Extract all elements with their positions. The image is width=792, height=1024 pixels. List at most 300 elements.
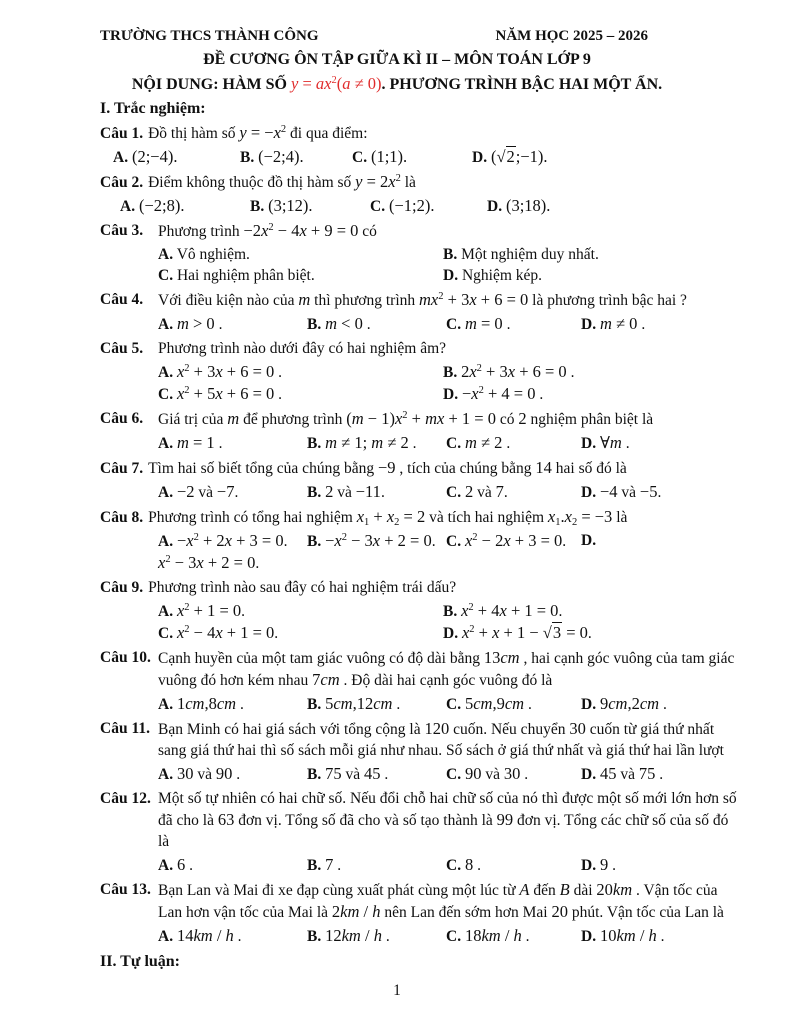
text-run: .: [362, 316, 371, 333]
option-B: [307, 313, 446, 335]
options-row: [158, 244, 742, 286]
option-D-content: [158, 552, 742, 574]
math-expression: (2;−4).: [131, 147, 178, 166]
text-run: thì phương trình: [310, 292, 420, 309]
text-run: và: [341, 766, 364, 783]
sqrt-radical: √3: [542, 623, 562, 642]
question-3: [100, 220, 742, 286]
options-row: [158, 481, 742, 503]
options-row: [113, 146, 742, 168]
math-expression: 8: [464, 855, 474, 874]
text-run: . Vận tốc của Lan hơn vận tốc của Mai là: [158, 882, 718, 921]
option-label: C.: [352, 149, 368, 166]
math-expression: −4: [599, 482, 618, 501]
option-label: A.: [158, 435, 174, 452]
option-label: B.: [443, 603, 458, 620]
text-run: cuốn. Nếu chuyển: [449, 721, 570, 738]
text-run: .: [380, 766, 389, 783]
option-A: [158, 432, 307, 454]
text-run: .: [502, 316, 511, 333]
option-label: A.: [158, 696, 174, 713]
text-run: .: [274, 625, 279, 642]
options-row: [158, 313, 742, 335]
text-run: có: [495, 411, 519, 428]
question-5: [100, 338, 742, 405]
option-D: [443, 622, 742, 644]
question-text: [100, 577, 742, 598]
math-expression: $(m - 1)x^2$ + mx + 1 = 0: [346, 409, 496, 428]
text-run: đi qua điểm:: [286, 125, 368, 142]
options-row: [120, 195, 742, 217]
math-expression: 13cm: [483, 648, 520, 667]
option-label: C.: [370, 198, 386, 215]
text-run: .: [562, 533, 567, 550]
text-run: .: [283, 533, 288, 550]
option-A: [158, 854, 307, 876]
math-expression: m ≠ 2: [464, 433, 503, 452]
question-label: Câu 5.: [100, 340, 144, 357]
math-expression: 7: [495, 482, 504, 501]
math-expression: 7: [325, 855, 334, 874]
option-D: [581, 854, 742, 876]
question-label: Câu 4.: [100, 291, 144, 308]
options-row: [158, 693, 742, 715]
text-run: là: [612, 509, 628, 526]
math-expression: 6: [176, 855, 186, 874]
math-expression: m ≠ 1; m ≠ 2: [325, 433, 409, 452]
text-run: , hai cạnh góc vuông của tam giác vuông đó hơn kém nhau: [158, 650, 735, 689]
question-text: [100, 171, 742, 193]
math-expression: (3;18).: [505, 196, 551, 215]
text-run: .: [408, 435, 417, 452]
math-expression: −2: [176, 482, 195, 501]
math-expression: 63: [217, 810, 235, 829]
text-run: .: [558, 603, 563, 620]
text-run: .: [380, 484, 385, 501]
math-expression: $-2x^2 - 4x + 9 = 0$: [243, 221, 359, 240]
math-expression: 99: [496, 810, 514, 829]
option-D: [581, 693, 742, 715]
math-expression: 2: [325, 482, 334, 501]
text-run: đơn vị. Tổng các chữ số của số đó là: [158, 812, 729, 850]
math-expression: 2: [464, 482, 474, 501]
question-label: Câu 9.: [100, 579, 144, 596]
text-run: Bạn Minh có hai giá sách với tổng cộng là: [158, 721, 425, 738]
math-expression: m = 1: [176, 433, 215, 452]
option-label: B.: [307, 533, 322, 550]
option-C: [446, 763, 581, 785]
text-run: .: [236, 696, 244, 713]
option-D: [581, 530, 742, 552]
option-D: [487, 195, 742, 217]
text-run: .: [274, 386, 283, 403]
option-label: D.: [443, 625, 459, 642]
text-run: .: [587, 625, 592, 642]
math-expression: (−2;8).: [138, 196, 185, 215]
text-run: Phương trình: [158, 223, 244, 240]
text-run: .: [214, 435, 223, 452]
text-run: .: [333, 857, 342, 874]
option-label: B.: [240, 149, 255, 166]
question-text: [100, 220, 742, 242]
section-heading-multiple-choice: I. Trắc nghiệm:: [100, 100, 206, 117]
question-label: Câu 12.: [100, 790, 151, 807]
option-label: A.: [113, 149, 129, 166]
text-run: Một số tự nhiên có hai chữ số. Nếu đổi chỗ hai chữ số của nó thì được một số mới lớn hơn số đã cho là: [158, 790, 737, 829]
document-subtitle: [52, 73, 742, 95]
question-text: [100, 408, 742, 430]
math-expression: 9cm,2cm: [599, 694, 660, 713]
text-run: .: [502, 435, 511, 452]
option-label: D.: [581, 857, 597, 874]
text-run: nên Lan đến sớm hơn Mai: [380, 904, 552, 921]
text-run: .: [234, 484, 239, 501]
options-row: [158, 361, 742, 405]
math-expression: 7cm: [312, 670, 340, 689]
option-label: D.: [581, 766, 597, 783]
text-run: và: [473, 484, 496, 501]
text-run: Phương trình nào sau đây có hai nghiệm trái dấu?: [148, 579, 457, 596]
option-A: [158, 361, 443, 383]
question-text: [100, 289, 742, 311]
math-expression: m ≠ 0: [599, 314, 638, 333]
text-run: và: [617, 484, 640, 501]
option-D: [581, 481, 742, 503]
math-expression: $x^2 + 1 = 0$: [176, 601, 242, 620]
math-expression: $-x^2 + 2x + 3 = 0$: [176, 531, 284, 550]
text-run: và: [193, 766, 216, 783]
math-expression: m > 0: [176, 314, 215, 333]
option-label: B.: [443, 246, 458, 263]
option-label: A.: [158, 857, 174, 874]
math-expression: m: [298, 290, 311, 309]
math-expression: 14: [535, 458, 552, 477]
math-expression: $mx^2 + 3x + 6 = 0$: [419, 290, 529, 309]
math-expression: $x^2 + x + 1 - √3 = 0$: [461, 623, 588, 642]
option-B: [307, 925, 446, 947]
option-B: [443, 361, 742, 383]
option-label: A.: [158, 484, 174, 501]
option-label: C.: [446, 316, 462, 333]
option-label: A.: [158, 316, 174, 333]
option-label: A.: [158, 766, 174, 783]
option-D: [581, 313, 742, 335]
math-expression: $x_1 + x_2 = 2$: [356, 507, 426, 528]
option-label: D.: [581, 316, 597, 333]
page-number: 1: [393, 982, 401, 999]
math-expression: (−2;4).: [258, 147, 304, 166]
math-expression: $x_1.x_2 = -3$: [547, 507, 613, 528]
question-1: [100, 122, 742, 168]
math-expression: $-x^2 + 4 = 0$: [461, 384, 536, 403]
text-run: .: [431, 533, 436, 550]
option-label: D.: [581, 532, 597, 549]
question-text: [100, 879, 742, 923]
text-run: Nghiệm kép.: [461, 267, 543, 284]
text-run: .: [656, 928, 665, 945]
option-label: D.: [581, 484, 597, 501]
math-expression: 90: [464, 764, 482, 783]
math-expression: m < 0: [325, 314, 363, 333]
text-run: .: [274, 364, 283, 381]
text-run: , tích của chúng bằng: [395, 460, 536, 477]
math-expression: 30: [503, 764, 521, 783]
option-label: A.: [158, 533, 174, 550]
option-label: D.: [487, 198, 503, 215]
text-run: Phương trình nào dưới đây có hai nghiệm âm?: [158, 340, 447, 357]
math-expression: −11: [355, 482, 381, 501]
school-name: TRƯỜNG THCS THÀNH CÔNG: [100, 28, 319, 44]
text-run: .: [381, 928, 390, 945]
option-label: A.: [120, 198, 136, 215]
option-B: [240, 146, 352, 168]
text-run: Vô nghiệm.: [176, 246, 250, 263]
math-expression: 2km / h: [331, 902, 381, 921]
question-12: [100, 788, 742, 876]
math-expression: −7: [216, 482, 235, 501]
option-label: D.: [581, 696, 597, 713]
math-expression: (−1;2).: [388, 196, 435, 215]
math-expression: B: [559, 880, 570, 899]
school-year: NĂM HỌC 2025 – 2026: [495, 28, 648, 44]
text-run: và tích hai nghiệm: [425, 509, 548, 526]
option-C: [158, 265, 443, 286]
text-run: cuốn từ giá thứ nhất sang giá thứ hai thì số sách mỗi giá như nhau. Số sách ở giá thứ nhất và giá thứ hai lần lượt: [158, 721, 724, 759]
math-expression: 75: [325, 764, 342, 783]
math-expression: 30: [176, 764, 194, 783]
question-label: Câu 7.: [100, 460, 144, 477]
question-text: [100, 506, 742, 528]
text-run: phút. Vận tốc của Lan là: [567, 904, 724, 921]
subtitle-formula: $y = ax^2(a \ne 0)$: [290, 74, 382, 93]
option-B: [307, 530, 446, 552]
option-label: C.: [446, 928, 462, 945]
text-run: .: [566, 364, 575, 381]
subtitle-prefix: NỘI DUNG: HÀM SỐ: [131, 76, 291, 93]
option-label: C.: [446, 533, 462, 550]
option-C: [446, 854, 581, 876]
option-label: C.: [446, 435, 462, 452]
sqrt-radical: √2: [496, 147, 515, 166]
option-B: [307, 763, 446, 785]
option-label: C.: [446, 766, 462, 783]
question-8: [100, 506, 742, 574]
option-C: [446, 481, 581, 503]
text-run: Giá trị của: [158, 411, 228, 428]
question-label: Câu 11.: [100, 720, 150, 737]
option-label: B.: [307, 696, 322, 713]
math-expression: A: [519, 880, 530, 899]
option-A: [113, 146, 240, 168]
math-expression: 45: [363, 764, 381, 783]
option-C: [446, 432, 581, 454]
math-expression: 120: [424, 719, 450, 738]
text-run: hai số đó là: [551, 460, 627, 477]
text-run: .: [233, 928, 242, 945]
math-expression: 2: [518, 409, 527, 428]
question-6: [100, 408, 742, 454]
text-run: là: [400, 174, 416, 191]
text-run: .: [608, 857, 616, 874]
section-heading-essay: II. Tự luận:: [100, 953, 181, 970]
question-4: [100, 289, 742, 335]
text-run: .: [655, 766, 664, 783]
text-run: .: [657, 484, 662, 501]
text-run: .: [255, 555, 260, 572]
option-A: [158, 530, 307, 552]
text-run: có: [358, 223, 377, 240]
option-label: D.: [581, 435, 597, 452]
option-label: D.: [443, 267, 459, 284]
text-run: Với điều kiện nào của: [158, 292, 299, 309]
option-label: C.: [446, 484, 462, 501]
text-run: dài: [569, 882, 597, 899]
text-run: nghiệm phân biệt là: [526, 411, 654, 428]
option-A: [158, 481, 307, 503]
option-B: [307, 432, 446, 454]
math-expression: $x^2 - 3x + 2 = 0$: [158, 553, 256, 572]
option-label: D.: [443, 386, 459, 403]
math-expression: 20km: [596, 880, 633, 899]
question-text: [100, 718, 742, 761]
options-row: [158, 600, 742, 644]
text-run: Bạn Lan và Mai đi xe đạp cùng xuất phát cùng một lúc từ: [158, 882, 520, 899]
option-label: B.: [307, 928, 322, 945]
option-label: A.: [158, 603, 174, 620]
option-A: [158, 244, 443, 265]
math-expression: 30: [569, 719, 586, 738]
math-expression: $x^2 - 2x + 3 = 0$: [464, 531, 563, 550]
question-7: [100, 457, 742, 503]
text-run: .: [503, 484, 508, 501]
text-run: và: [616, 766, 639, 783]
math-expression: 20: [551, 902, 568, 921]
option-A: [158, 313, 307, 335]
math-expression: $y = 2x^2$: [355, 172, 401, 191]
option-label: A.: [158, 928, 174, 945]
question-2: [100, 171, 742, 217]
option-label: B.: [307, 316, 322, 333]
option-B: [307, 693, 446, 715]
question-text: [100, 338, 742, 359]
option-label: A.: [158, 364, 174, 381]
question-11: [100, 718, 742, 785]
math-expression: 75: [638, 764, 656, 783]
options-row: [158, 432, 742, 454]
option-label: D.: [581, 928, 597, 945]
option-A: [158, 763, 307, 785]
math-expression: 14km / h: [176, 926, 234, 945]
math-expression: 12km / h: [325, 926, 382, 945]
option-B: [443, 600, 742, 622]
question-10: [100, 647, 742, 715]
math-expression: $x^2 + 3x + 6 = 0$: [176, 362, 275, 381]
options-row: [158, 925, 742, 947]
text-run: .: [535, 386, 544, 403]
option-C: [370, 195, 487, 217]
text-run: và: [481, 766, 504, 783]
math-expression: 18km / h: [464, 926, 522, 945]
option-label: B.: [443, 364, 458, 381]
text-run: .: [621, 435, 630, 452]
options-row: [158, 854, 742, 876]
option-B: [250, 195, 370, 217]
text-run: . Độ dài hai cạnh góc vuông đó là: [339, 672, 553, 689]
option-C: [446, 925, 581, 947]
option-A: [158, 925, 307, 947]
math-expression: 90: [215, 764, 233, 783]
text-run: .: [392, 696, 401, 713]
math-expression: −5: [639, 482, 658, 501]
math-expression: $x^2 + 5x + 6 = 0$: [176, 384, 275, 403]
option-D: [472, 146, 742, 168]
math-expression: 9: [599, 855, 609, 874]
question-label: Câu 2.: [100, 174, 144, 191]
text-run: .: [659, 696, 667, 713]
option-label: C.: [446, 696, 462, 713]
text-run: và: [194, 484, 217, 501]
option-C: [446, 693, 581, 715]
subtitle-suffix: . PHƯƠNG TRÌNH BẬC HAI MỘT ẨN.: [381, 76, 663, 93]
math-expression: $2x^2 + 3x + 6 = 0$: [461, 362, 567, 381]
math-expression: (3;12).: [268, 196, 313, 215]
question-label: Câu 6.: [100, 410, 144, 427]
option-C: [158, 383, 443, 405]
math-expression: −9: [377, 458, 396, 477]
question-label: Câu 8.: [100, 509, 144, 526]
option-A: [158, 693, 307, 715]
document-title: ĐỀ CƯƠNG ÔN TẬP GIỮA KÌ II – MÔN TOÁN LỚP 9: [203, 51, 591, 68]
option-A: [158, 600, 443, 622]
question-text: [100, 788, 742, 852]
option-D: [443, 383, 742, 405]
question-label: Câu 13.: [100, 881, 151, 898]
question-label: Câu 1.: [100, 125, 144, 142]
math-expression: $x^2 - 4x + 1 = 0$: [176, 623, 275, 642]
option-label: B.: [307, 484, 322, 501]
math-expression: 5cm,12cm: [325, 694, 393, 713]
document-header: [100, 26, 648, 47]
option-C: [158, 622, 443, 644]
math-expression: 45: [599, 764, 617, 783]
math-expression: 1cm,8cm: [176, 694, 237, 713]
text-run: đơn vị. Tổng số đã cho và số tạo thành là: [234, 812, 497, 829]
text-run: là phương trình bậc hai ?: [528, 292, 687, 309]
option-label: D.: [472, 149, 488, 166]
question-9: [100, 577, 742, 644]
text-run: .: [637, 316, 646, 333]
text-run: đến: [529, 882, 560, 899]
math-expression: $-x^2 - 3x + 2 = 0$: [325, 531, 432, 550]
text-run: Phương trình có tổng hai nghiệm: [148, 509, 357, 526]
option-label: B.: [307, 857, 322, 874]
option-label: C.: [158, 267, 174, 284]
option-C: [446, 313, 581, 335]
option-D: [581, 925, 742, 947]
option-label: B.: [307, 435, 322, 452]
option-B: [443, 244, 742, 265]
question-text: [100, 647, 742, 691]
option-C: [352, 146, 472, 168]
math-expression: 5cm,9cm: [464, 694, 525, 713]
option-A: [120, 195, 250, 217]
option-label: B.: [250, 198, 265, 215]
option-D: [443, 265, 742, 286]
options-row: [158, 530, 742, 574]
question-label: Câu 3.: [100, 222, 144, 239]
option-C: [446, 530, 581, 552]
text-run: và: [333, 484, 356, 501]
